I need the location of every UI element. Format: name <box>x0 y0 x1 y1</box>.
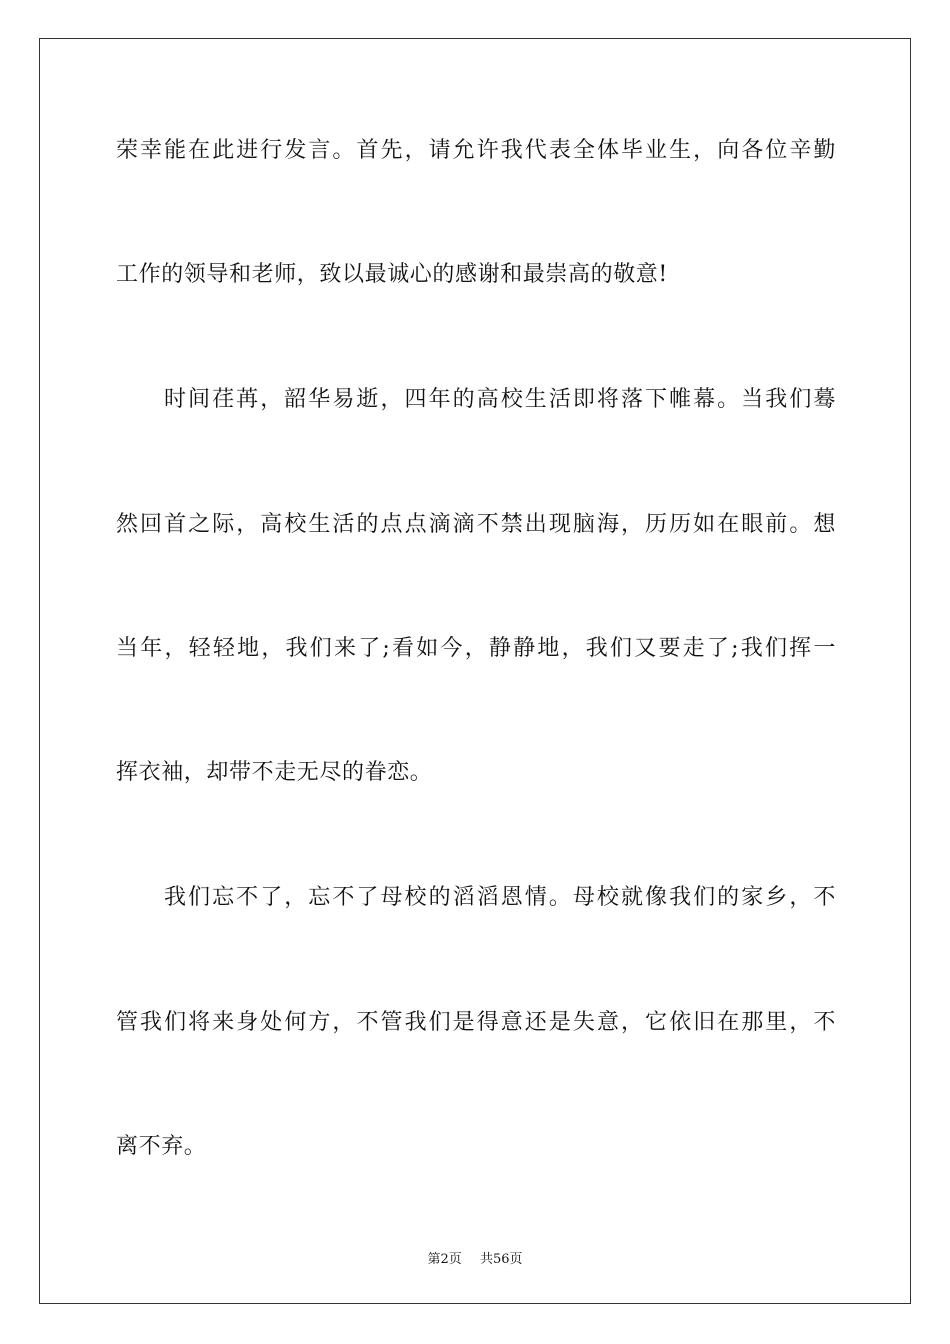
page-number: 第2页 <box>427 1252 462 1267</box>
text-line: 挥衣袖，却带不走无尽的眷恋。 <box>116 760 433 785</box>
page-border <box>39 38 911 1304</box>
text-line: 荣幸能在此进行发言。首先，请允许我代表全体毕业生，向各位辛勤 <box>116 138 836 163</box>
text-line: 工作的领导和老师，致以最诚心的感谢和最崇高的敬意! <box>116 262 668 287</box>
text-line: 然回首之际，高校生活的点点滴滴不禁出现脑海，历历如在眼前。想 <box>116 512 836 537</box>
paragraph-first-line: 时间荏苒，韶华易逝，四年的高校生活即将落下帷幕。当我们蓦 <box>164 387 836 412</box>
text-line: 离不弃。 <box>116 1134 207 1159</box>
paragraph-first-line: 我们忘不了，忘不了母校的滔滔恩情。母校就像我们的家乡，不 <box>164 885 836 910</box>
page-total: 共56页 <box>479 1252 523 1267</box>
text-line: 当年，轻轻地，我们来了;看如今，静静地，我们又要走了;我们挥一 <box>116 636 836 661</box>
text-line: 管我们将来身处何方，不管我们是得意还是失意，它依旧在那里，不 <box>116 1010 836 1035</box>
page-footer <box>0 1248 950 1267</box>
